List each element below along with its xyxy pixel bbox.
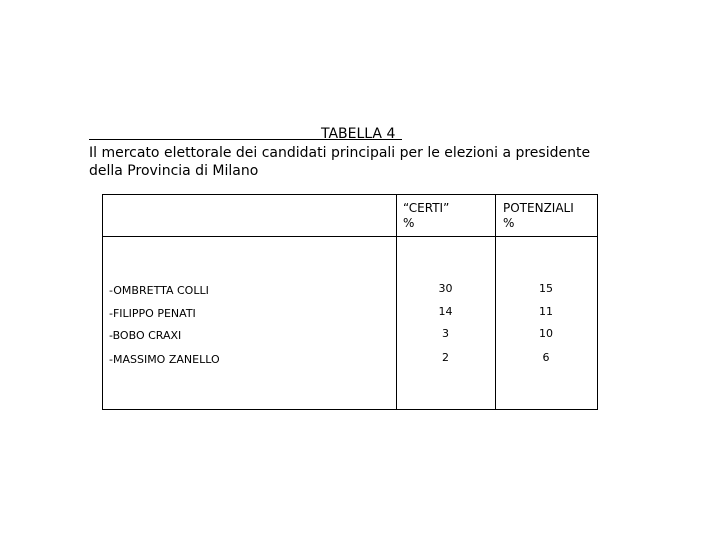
header-divider — [103, 236, 597, 237]
column-header-unit: % — [403, 216, 415, 230]
candidate-name: -BOBO CRAXI — [109, 329, 182, 342]
candidate-name: -FILIPPO PENATI — [109, 307, 196, 320]
table-caption — [89, 144, 649, 180]
caption-line: della Provincia di Milano — [89, 163, 259, 179]
certi-value: 30 — [438, 282, 453, 295]
candidate-name: -OMBRETTA COLLI — [109, 284, 209, 297]
caption-line: Il mercato elettorale dei candidati principali per le elezioni a presidente — [89, 145, 591, 161]
column-header-text: “CERTI” — [403, 201, 450, 215]
column-header-unit: % — [503, 216, 515, 230]
certi-value: 3 — [442, 327, 449, 340]
potenziali-value: 11 — [539, 305, 553, 318]
table-row — [103, 327, 597, 347]
results-table — [102, 194, 598, 410]
certi-value: 2 — [442, 351, 449, 364]
column-divider — [495, 195, 496, 409]
column-header-certi — [403, 201, 449, 231]
column-divider — [396, 195, 397, 409]
potenziali-value: 10 — [539, 327, 553, 340]
column-header-text: POTENZIALI — [503, 201, 574, 215]
column-header-potenziali — [503, 201, 574, 231]
table-label: TABELLA 4 — [321, 126, 396, 142]
potenziali-value: 6 — [542, 351, 550, 364]
candidate-name: -MASSIMO ZANELLO — [109, 353, 220, 366]
table-row — [103, 305, 597, 325]
table-row — [103, 282, 597, 302]
table-row — [103, 351, 597, 371]
certi-value: 14 — [438, 305, 453, 318]
potenziali-value: 15 — [539, 282, 553, 295]
